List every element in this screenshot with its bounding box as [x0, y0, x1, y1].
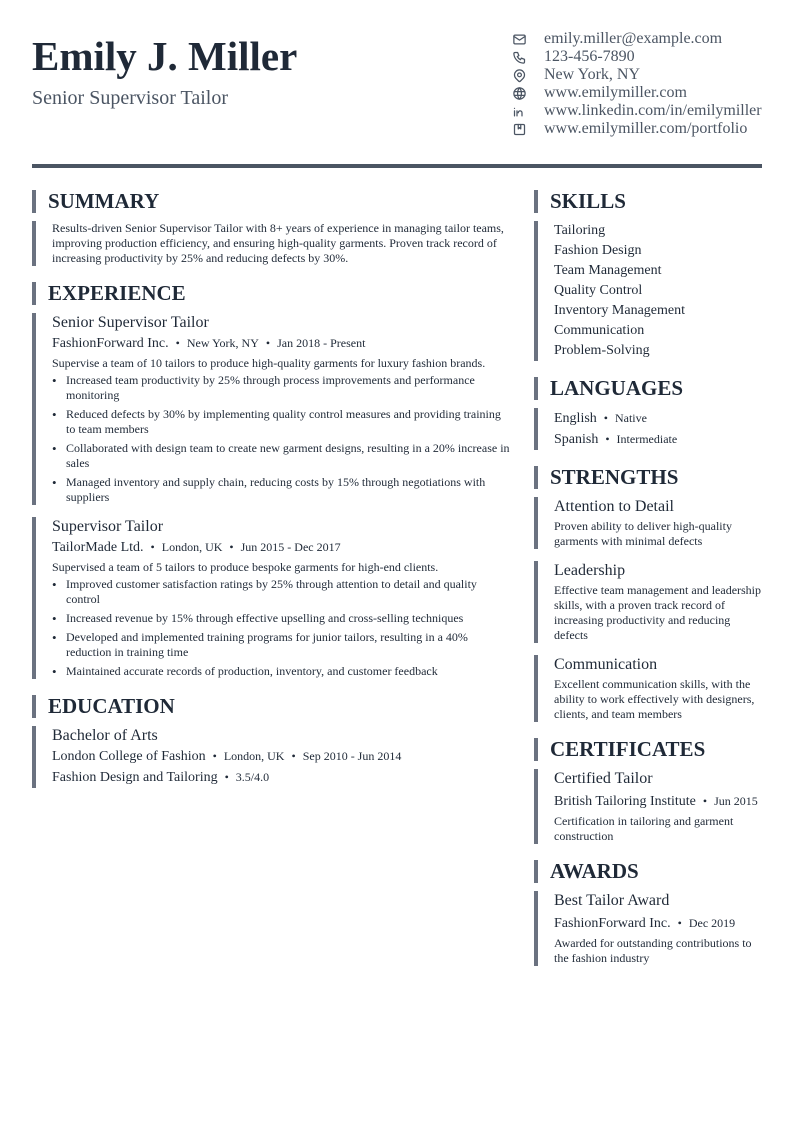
education-heading: EDUCATION [32, 695, 510, 718]
education-field-row: Fashion Design and Tailoring • 3.5/4.0 [52, 770, 270, 785]
skill-item: Inventory Management [554, 303, 686, 318]
job-bullet: • Developed and implemented training programs for junior tailors, resulting in a 40% reduction in training time [52, 630, 510, 660]
contact-phone[interactable] [510, 48, 762, 66]
award-text: Awarded for outstanding contributions to the fashion industry [554, 936, 752, 965]
resume-header [32, 30, 762, 150]
strengths-heading: STRENGTHS [534, 466, 762, 489]
strength-text: Effective team management and leadership skills, with a proven track record of increasing productivity and reducing defects [554, 583, 762, 642]
certificate-meta: British Tailoring Institute • Jun 2015 [554, 794, 758, 809]
job-bullet: • Maintained accurate records of production, inventory, and customer feedback [52, 664, 510, 679]
strength-title: Leadership [554, 562, 626, 579]
education-meta: London College of Fashion • London, UK • Sep 2010 - Jun 2014 [52, 749, 402, 764]
contact-phone-text: 123-456-7890 [544, 48, 635, 65]
certificates-heading: CERTIFICATES [534, 738, 762, 761]
awards-section [534, 891, 762, 966]
award-issuer: FashionForward Inc. [554, 916, 671, 931]
job-bullet: • Reduced defects by 30% by implementing quality control measures and providing training to team members [52, 407, 510, 437]
contact-website-text: www.emilymiller.com [544, 84, 687, 101]
contact-list [510, 30, 762, 138]
job-company: FashionForward Inc. [52, 336, 169, 351]
summary-section [32, 221, 510, 266]
certificate-issuer: British Tailoring Institute [554, 794, 696, 809]
certificates-section [534, 769, 762, 844]
job-meta: TailorMade Ltd. • London, UK • Jun 2015 - Dec 2017 [52, 540, 341, 555]
right-column [534, 190, 762, 966]
job-location: London, UK [161, 540, 223, 554]
certificate-title: Certified Tailor [554, 770, 653, 787]
portfolio-icon [510, 120, 528, 138]
skill-item: Problem-Solving [554, 343, 650, 358]
contact-portfolio[interactable] [510, 120, 762, 138]
contact-linkedin[interactable] [510, 102, 762, 120]
contact-linkedin-text: www.linkedin.com/in/emilymiller [544, 102, 762, 119]
skill-item: Quality Control [554, 283, 643, 298]
job-bullet: • Improved customer satisfaction ratings by 25% through attention to detail and quality control [52, 577, 510, 607]
header-divider [32, 164, 762, 168]
award-title: Best Tailor Award [554, 892, 670, 909]
summary-text: Results-driven Senior Supervisor Tailor with 8+ years of experience in managing tailor teams, improving production efficiency, and ensuring high-quality garments. Proven track record of increasing productivity by 25% and reducing defects by 30%. [52, 221, 504, 265]
award-meta: FashionForward Inc. • Dec 2019 [554, 916, 736, 931]
language-item: English • Native [554, 411, 647, 426]
certificate-date: Jun 2015 [714, 794, 758, 808]
experience-heading: EXPERIENCE [32, 282, 510, 305]
contact-location [510, 66, 762, 84]
job-bullets [52, 577, 510, 679]
contact-website[interactable] [510, 84, 762, 102]
left-column [32, 190, 510, 788]
strength-item [534, 655, 762, 722]
job-bullets [52, 373, 510, 505]
certificate-text: Certification in tailoring and garment construction [554, 814, 734, 843]
contact-email[interactable] [510, 30, 762, 48]
location-icon [510, 66, 528, 84]
skill-item: Fashion Design [554, 243, 642, 258]
person-name: Emily J. Miller [32, 33, 298, 79]
globe-icon [510, 84, 528, 102]
strength-text: Excellent communication skills, with the ability to work effectively with designers, clients, and team members [554, 677, 755, 721]
job-description: Supervised a team of 5 tailors to produce bespoke garments for high-end clients. [52, 560, 439, 574]
strength-text: Proven ability to deliver high-quality garments with minimal defects [554, 519, 732, 548]
summary-heading: SUMMARY [32, 190, 510, 213]
job-location: New York, NY [186, 336, 259, 350]
skill-item: Tailoring [554, 223, 606, 238]
language-level: Native [614, 411, 647, 425]
awards-heading: AWARDS [534, 860, 762, 883]
contact-location-text: New York, NY [544, 66, 641, 83]
job-bullet: • Managed inventory and supply chain, reducing costs by 15% through negotiations with suppliers [52, 475, 510, 505]
award-date: Dec 2019 [688, 916, 736, 930]
skill-item: Team Management [554, 263, 662, 278]
skills-section [534, 221, 762, 361]
languages-heading: LANGUAGES [534, 377, 762, 400]
skill-item: Communication [554, 323, 645, 338]
language-name: Spanish [554, 432, 599, 447]
mail-icon [510, 30, 528, 48]
linkedin-icon [510, 102, 528, 120]
language-level: Intermediate [616, 432, 678, 446]
education-degree: Bachelor of Arts [52, 727, 158, 744]
job-company: TailorMade Ltd. [52, 540, 144, 555]
skills-heading: SKILLS [534, 190, 762, 213]
strength-item [534, 561, 762, 643]
education-dates: Sep 2010 - Jun 2014 [302, 749, 402, 763]
contact-email-text: emily.miller@example.com [544, 30, 723, 47]
job-role: Senior Supervisor Tailor [52, 314, 209, 331]
language-item: Spanish • Intermediate [554, 432, 678, 447]
job-dates: Jun 2015 - Dec 2017 [240, 540, 341, 554]
education-school: London College of Fashion [52, 749, 206, 764]
experience-entry [32, 517, 510, 679]
job-role: Supervisor Tailor [52, 518, 164, 535]
job-meta: FashionForward Inc. • New York, NY • Jan 2018 - Present [52, 336, 366, 351]
strength-title: Attention to Detail [554, 498, 674, 515]
job-bullet: • Collaborated with design team to create new garment designs, resulting in a 20% increase in sales [52, 441, 510, 471]
phone-icon [510, 48, 528, 66]
strength-title: Communication [554, 656, 658, 673]
education-section [32, 726, 510, 788]
contact-portfolio-text: www.emilymiller.com/portfolio [544, 120, 748, 137]
job-title: Senior Supervisor Tailor [32, 87, 228, 109]
experience-entry [32, 313, 510, 505]
job-bullet: • Increased revenue by 15% through effective upselling and cross-selling techniques [52, 611, 510, 626]
job-description: Supervise a team of 10 tailors to produce high-quality garments for luxury fashion brands. [52, 356, 486, 370]
job-bullet: • Increased team productivity by 25% through process improvements and performance monitoring [52, 373, 510, 403]
education-gpa: 3.5/4.0 [235, 770, 270, 784]
education-location: London, UK [223, 749, 285, 763]
languages-section [534, 408, 762, 450]
strength-item [534, 497, 762, 549]
job-dates: Jan 2018 - Present [277, 336, 366, 350]
resume-page [32, 0, 762, 1123]
education-field: Fashion Design and Tailoring [52, 770, 218, 785]
language-name: English [554, 411, 597, 426]
